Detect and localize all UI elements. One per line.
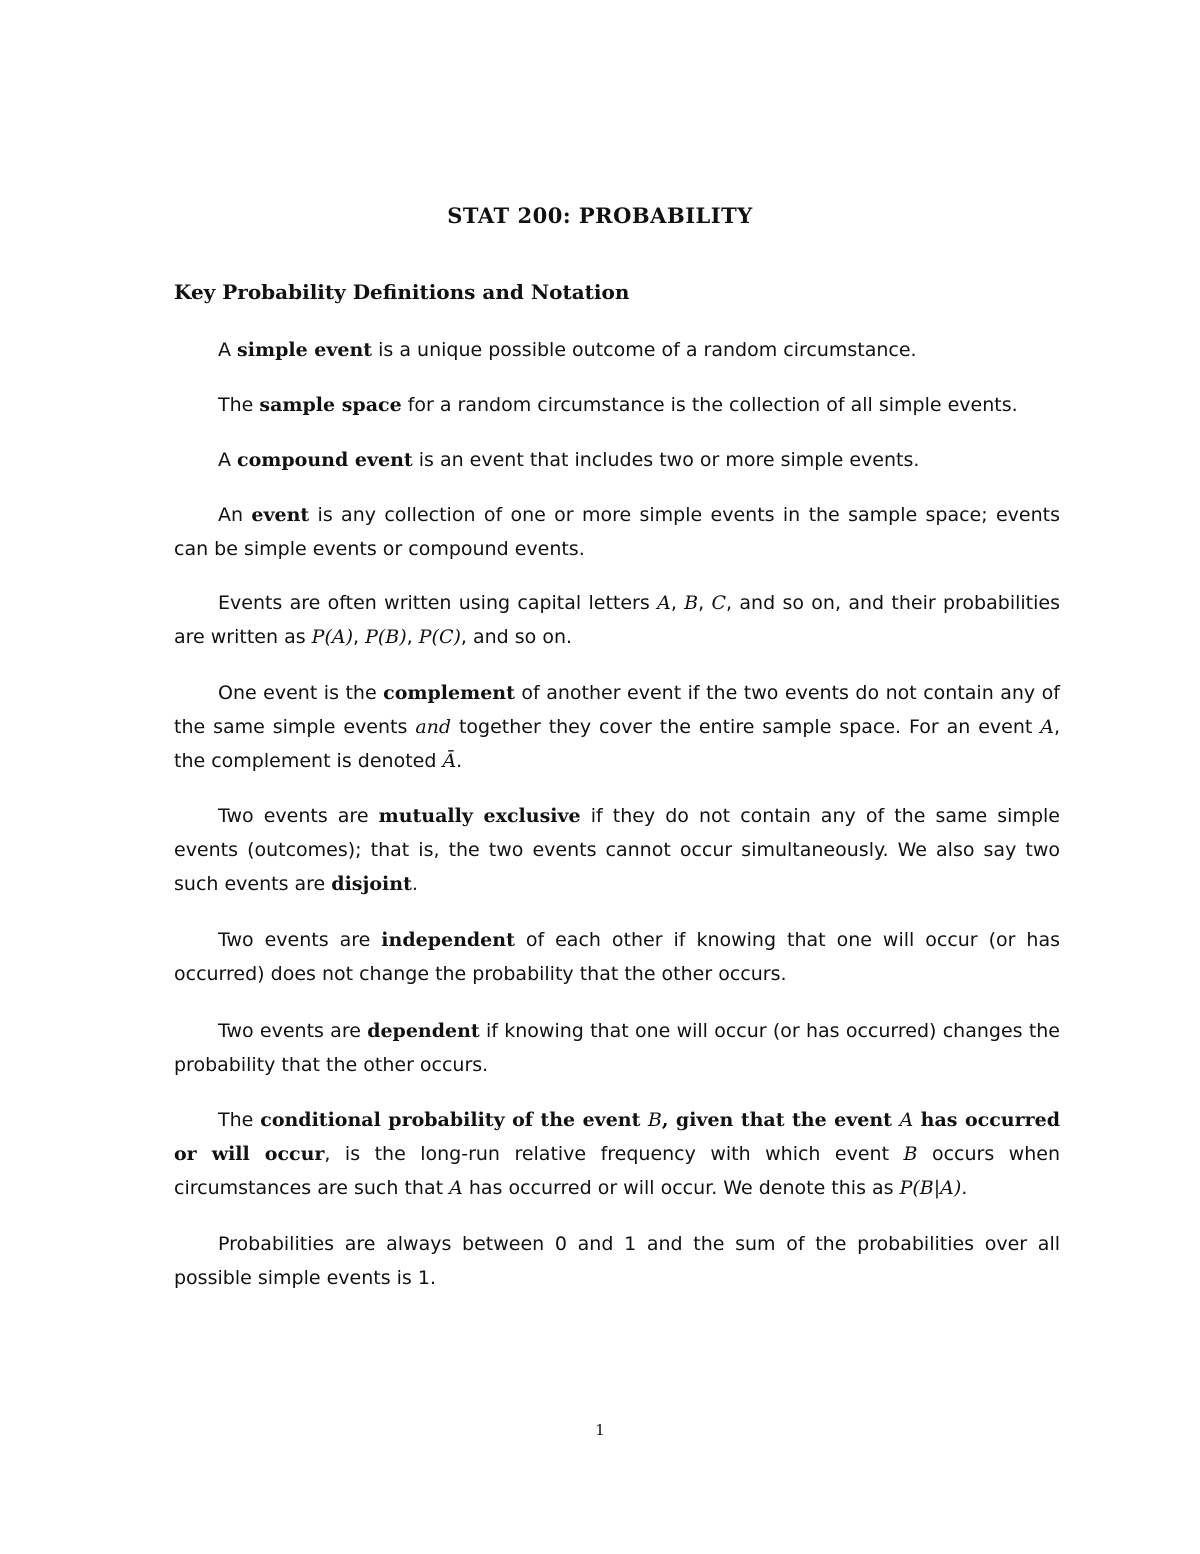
text: , and so on, and their probabilities are written as <box>174 592 1060 648</box>
text: A <box>218 339 238 361</box>
text: is an event that includes two or more simple events. <box>412 449 920 471</box>
math-pb: P(B) <box>365 626 407 648</box>
definition-compound-event <box>174 443 1060 477</box>
text: , <box>353 626 366 648</box>
text: Two events are <box>218 929 382 951</box>
section-heading: Key Probability Definitions and Notation <box>174 280 630 304</box>
term-compound-event: compound event <box>237 449 413 471</box>
text: Two events are <box>218 805 379 827</box>
math-b: B <box>684 592 699 614</box>
definition-conditional-probability <box>174 1103 1060 1205</box>
math-pc: P(C) <box>418 626 461 648</box>
definition-simple-event <box>174 333 1060 367</box>
page-title: STAT 200: PROBABILITY <box>447 203 753 228</box>
term-disjoint: disjoint <box>331 873 412 895</box>
term-occurred: has occurred or will occur <box>174 1109 1060 1165</box>
text: A <box>218 449 238 471</box>
text: The <box>218 1109 261 1131</box>
text: of another event if the two events do not contain any of the same simple events <box>174 682 1060 738</box>
math-a: A <box>1040 716 1054 738</box>
text: together they cover the entire sample space. For an event <box>451 716 1041 738</box>
text: , is the long-run relative frequency with which event <box>324 1143 904 1165</box>
text: occurs when circumstances are such that <box>174 1143 1060 1199</box>
term-dependent: dependent <box>367 1020 480 1042</box>
text: of each other if knowing that one will occur (or has occurred) does not change the probability that the other occurs. <box>174 929 1060 985</box>
text: An <box>218 504 252 526</box>
text: . <box>961 1177 968 1199</box>
math-b: B <box>647 1109 662 1131</box>
emphasis-and: and <box>415 716 452 738</box>
math-conditional-notation: P(B|A) <box>899 1177 962 1199</box>
term-sample-space: sample space <box>259 394 402 416</box>
text: , and so on. <box>460 626 573 648</box>
text: One event is the <box>218 682 384 704</box>
definition-sample-space <box>174 388 1060 422</box>
text: is a unique possible outcome of a random circumstance. <box>372 339 917 361</box>
text: Events are often written using capital letters <box>218 592 658 614</box>
definition-dependent <box>174 1014 1060 1082</box>
probability-bounds: Probabilities are always between 0 and 1 and the sum of the probabilities over all possible simple events is 1. <box>174 1233 1060 1289</box>
term-event: event <box>251 504 310 526</box>
text: The <box>218 394 260 416</box>
math-a-bar: Ā <box>442 750 457 772</box>
text: , <box>698 592 712 614</box>
text: . <box>411 873 418 895</box>
text: if they do not contain any of the same simple events (outcomes); that is, the two events cannot occur simultaneously. We also say two such events are <box>174 805 1060 895</box>
text: is any collection of one or more simple events in the sample space; events can be simple events or compound events. <box>174 504 1060 560</box>
text: , <box>406 626 419 648</box>
page-number: 1 <box>595 1421 605 1439</box>
definition-independent <box>174 923 1060 991</box>
math-a: A <box>657 592 671 614</box>
term-complement: complement <box>383 682 515 704</box>
notation-paragraph <box>174 586 1060 654</box>
definition-mutually-exclusive <box>174 799 1060 901</box>
math-a: A <box>899 1109 914 1131</box>
math-pa: P(A) <box>311 626 353 648</box>
text: , the complement is denoted <box>174 716 1061 772</box>
term-independent: independent <box>381 929 515 951</box>
term-given: , given that the event <box>661 1109 900 1131</box>
text: Two events are <box>218 1020 368 1042</box>
text: , <box>670 592 685 614</box>
term-conditional-probability: conditional probability of the event <box>260 1109 648 1131</box>
text: . <box>456 750 463 772</box>
text: if knowing that one will occur (or has occurred) changes the probability that the other occurs. <box>174 1020 1060 1076</box>
text: for a random circumstance is the collection of all simple events. <box>401 394 1018 416</box>
definition-event <box>174 498 1060 566</box>
term-mutually-exclusive: mutually exclusive <box>378 805 581 827</box>
math-a: A <box>449 1177 463 1199</box>
definition-complement <box>174 676 1060 778</box>
math-b: B <box>903 1143 918 1165</box>
term-simple-event: simple event <box>237 339 373 361</box>
text: has occurred or will occur. We denote this as <box>462 1177 900 1199</box>
math-c: C <box>711 592 727 614</box>
